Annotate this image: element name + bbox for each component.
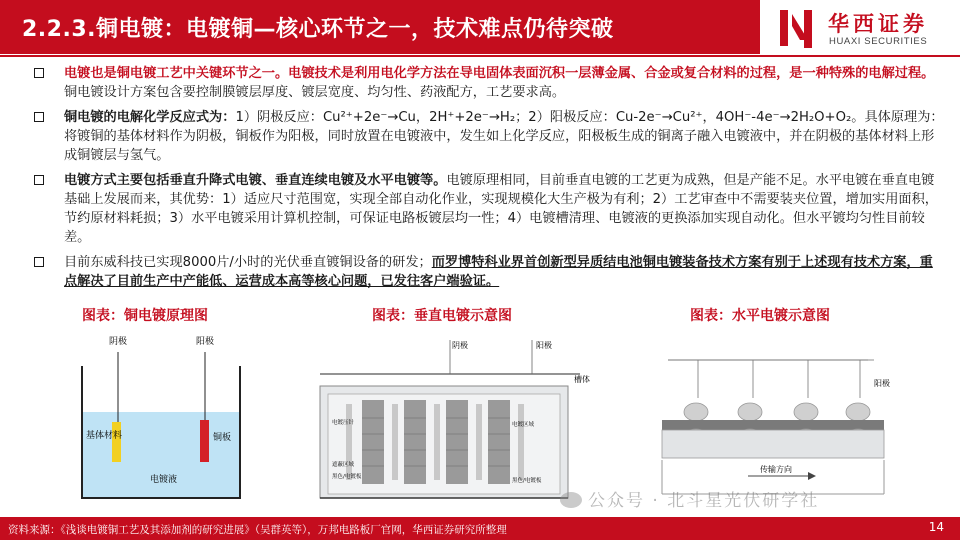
bullet-2-text: 1）阴极反应：Cu²⁺+2e⁻→Cu，2H⁺+2e⁻→H₂；2）阳极反应：Cu-2e⁻→Cu²⁺，4OH⁻-4e⁻→2H₂O+O₂。具体原理为：将镀铜的基体材料作为阴极，铜板作为阳极，同时放置在电镀液中，发生如上化学反应，阳极板生成的铜离子融入电镀液中，并在阴极的基体材料上形成铜镀层与氢气。	[64, 110, 944, 163]
bullet-4-text: 目前东威科技已实现8000片/小时的光伏垂直镀铜设备的研发；	[64, 255, 432, 270]
black-plate-label: 黑色/电镀板	[332, 474, 362, 480]
logo-english-name: HUAXI SECURITIES	[829, 36, 928, 47]
copper-plate-bar	[200, 420, 209, 462]
plating-frame-label: 电镀压针	[332, 420, 355, 426]
square-bullet-icon	[34, 68, 44, 78]
square-bullet-icon	[34, 257, 44, 267]
arrow-head-icon	[808, 472, 816, 480]
substrate-label: 基体材料	[86, 431, 123, 441]
copper-plate-label: 铜板	[213, 433, 232, 443]
black-plate-right-label: 黑色/电镀板	[512, 478, 542, 484]
copper-plating-principle-diagram	[70, 326, 250, 508]
direction-label: 传输方向	[760, 465, 792, 474]
figure-1-title: 图表：铜电镀原理图	[82, 308, 208, 324]
page-number: 14	[928, 520, 944, 534]
bullet-3-heading: 电镀方式主要包括垂直升降式电镀、垂直连续电镀及水平电镀等。	[64, 173, 447, 188]
tank-label: 槽体	[574, 375, 590, 384]
slide-header	[0, 0, 960, 58]
bullet-2-heading: 铜电镀的电解化学反应式为：	[64, 110, 236, 125]
cathode-label: 阴极	[452, 341, 468, 350]
title-bar	[0, 0, 760, 54]
slide-title: 2.2.3.铜电镀：电镀铜—核心环节之一，技术难点仍待突破	[22, 17, 614, 42]
substrate-bar	[112, 422, 121, 462]
anode-label: 阳极	[195, 337, 215, 347]
shade-label: 遮蔽区域	[332, 462, 355, 468]
header-rule	[0, 55, 960, 57]
huaxi-logo-mark-icon	[774, 6, 820, 52]
plating-zone-label: 电镀区域	[512, 422, 535, 428]
bullet-item	[34, 253, 944, 291]
source-note: 资料来源：《浅谈电镀铜工艺及其添加剂的研究进展》（吴群英等），万邦电路板厂官网，华西证券研究所整理	[8, 524, 507, 536]
bullet-1-text: 铜电镀设计方案包含要控制膜镀层厚度、镀层宽度、均匀性、药液配方，工艺要求高。	[64, 85, 566, 100]
watermark	[560, 486, 819, 511]
wechat-icon	[560, 492, 582, 508]
figure-2-title: 图表：垂直电镀示意图	[372, 308, 512, 324]
bullet-1-highlight: 电镀也是铜电镀工艺中关键环节之一。电镀技术是利用电化学方法在导电固体表面沉积一层薄金属、合金或复合材料的过程，是一种特殊的电解过程。	[64, 66, 935, 81]
solution-label: 电镀液	[150, 475, 178, 485]
figure-3-title: 图表：水平电镀示意图	[690, 308, 830, 324]
horizontal-plating-diagram	[648, 326, 898, 508]
top-rollers	[684, 403, 870, 421]
logo-chinese-name: 华西证券	[828, 12, 928, 36]
cathode-label: 阴极	[108, 337, 128, 347]
bullet-4-underlined: 而罗博特科业界首创新型异质结电池铜电镀装备技术方案有别于上述现有技术方案，重点解决了目前生产中产能低、运营成本高等核心问题，已发往客户端验证。	[64, 255, 933, 289]
bullet-item	[34, 108, 944, 165]
anode-label: 阳极	[536, 341, 552, 350]
huaxi-logo	[774, 6, 954, 52]
bullet-3-text: 电镀原理相同，目前垂直电镀的工艺更为成熟，但是产能不足。水平电镀在垂直电镀基础上发展而来，其优势：1）适应尺寸范围宽，实现全部自动化作业，实现规模化大生产极为有利；2）工艺审查中不需要装夹位置，增加实用面积，节约原材料耗损；3）水平电镀采用计算机控制，可保证电路板镀层均一性；4）电镀槽清理、电镀液的更换添加实现自动化。但水平镀均匀性目前较差。	[64, 173, 938, 245]
bullet-list	[34, 64, 944, 297]
bullet-item	[34, 171, 944, 247]
watermark-text: 公众号 · 北斗星光伏研学社	[588, 491, 820, 511]
square-bullet-icon	[34, 112, 44, 122]
lower-tank	[662, 430, 884, 458]
anode-label: 阳极	[874, 379, 890, 388]
vertical-plating-diagram	[300, 326, 610, 508]
bullet-item	[34, 64, 944, 102]
square-bullet-icon	[34, 175, 44, 185]
